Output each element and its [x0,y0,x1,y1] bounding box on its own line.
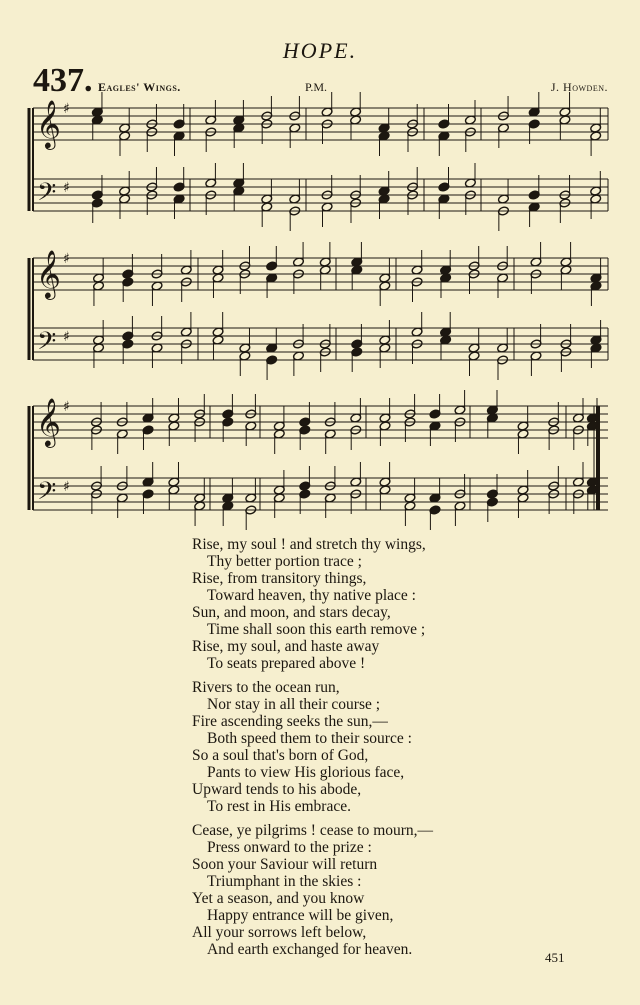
bass-clef: 𝄢 [37,178,57,213]
composer: J. Howden. [550,80,608,94]
verse-line: Happy entrance will be given, [207,907,394,924]
verse-1 [192,536,433,672]
hymn-number: 437. [33,62,93,99]
verse-line: Upward tends to his abode, [192,781,362,798]
treble-clef: 𝄞 [36,397,61,446]
bass-clef: 𝄢 [37,327,57,362]
verse-line: Soon your Saviour will return [192,856,378,873]
verse-line: All your sorrows left below, [192,924,367,941]
verse-3 [192,822,433,958]
verse-line: Thy better portion trace ; [207,553,362,570]
hymn-section-title: HOPE. [282,38,358,63]
verse-line: Rivers to the ocean run, [192,679,340,696]
treble-clef: 𝄞 [36,99,61,148]
verse-line: Both speed them to their source : [207,730,412,747]
key-signature-sharp: ♯ [63,180,70,196]
key-signature-sharp: ♯ [63,329,70,345]
meter: P.M. [305,80,328,94]
verse-line: Sun, and moon, and stars decay, [192,604,391,621]
verse-line: To rest in His embrace. [207,798,351,815]
verse-line: So a soul that's born of God, [192,747,369,764]
key-signature-sharp: ♯ [63,101,70,117]
verse-line: Press onward to the prize : [207,839,372,856]
verse-line: Yet a season, and you know [192,890,365,907]
verse-line: Rise, my soul, and haste away [192,638,380,655]
key-signature-sharp: ♯ [63,479,70,495]
verse-line: Cease, ye pilgrims ! cease to mourn,— [192,822,434,839]
verse-line: To seats prepared above ! [207,655,366,672]
hymn-text [192,536,433,965]
verse-line: Rise, my soul ! and stretch thy wings, [192,536,426,553]
verse-line: Pants to view His glorious face, [207,764,405,781]
verse-line: Nor stay in all their course ; [207,696,381,713]
verse-line: Rise, from transitory things, [192,570,367,587]
page-number: 451 [545,950,565,965]
bass-clef: 𝄢 [37,477,57,512]
treble-clef: 𝄞 [36,249,61,298]
tune-name: Eagles' Wings. [98,80,181,94]
verse-line: Triumphant in the skies : [207,873,362,890]
key-signature-sharp: ♯ [63,399,70,415]
verse-line: Time shall soon this earth remove ; [207,621,426,638]
verse-line: Fire ascending seeks the sun,— [192,713,388,730]
verse-line: And earth exchanged for heaven. [207,941,413,958]
verse-2 [192,679,433,815]
verse-line: Toward heaven, thy native place : [207,587,416,604]
key-signature-sharp: ♯ [63,251,70,267]
